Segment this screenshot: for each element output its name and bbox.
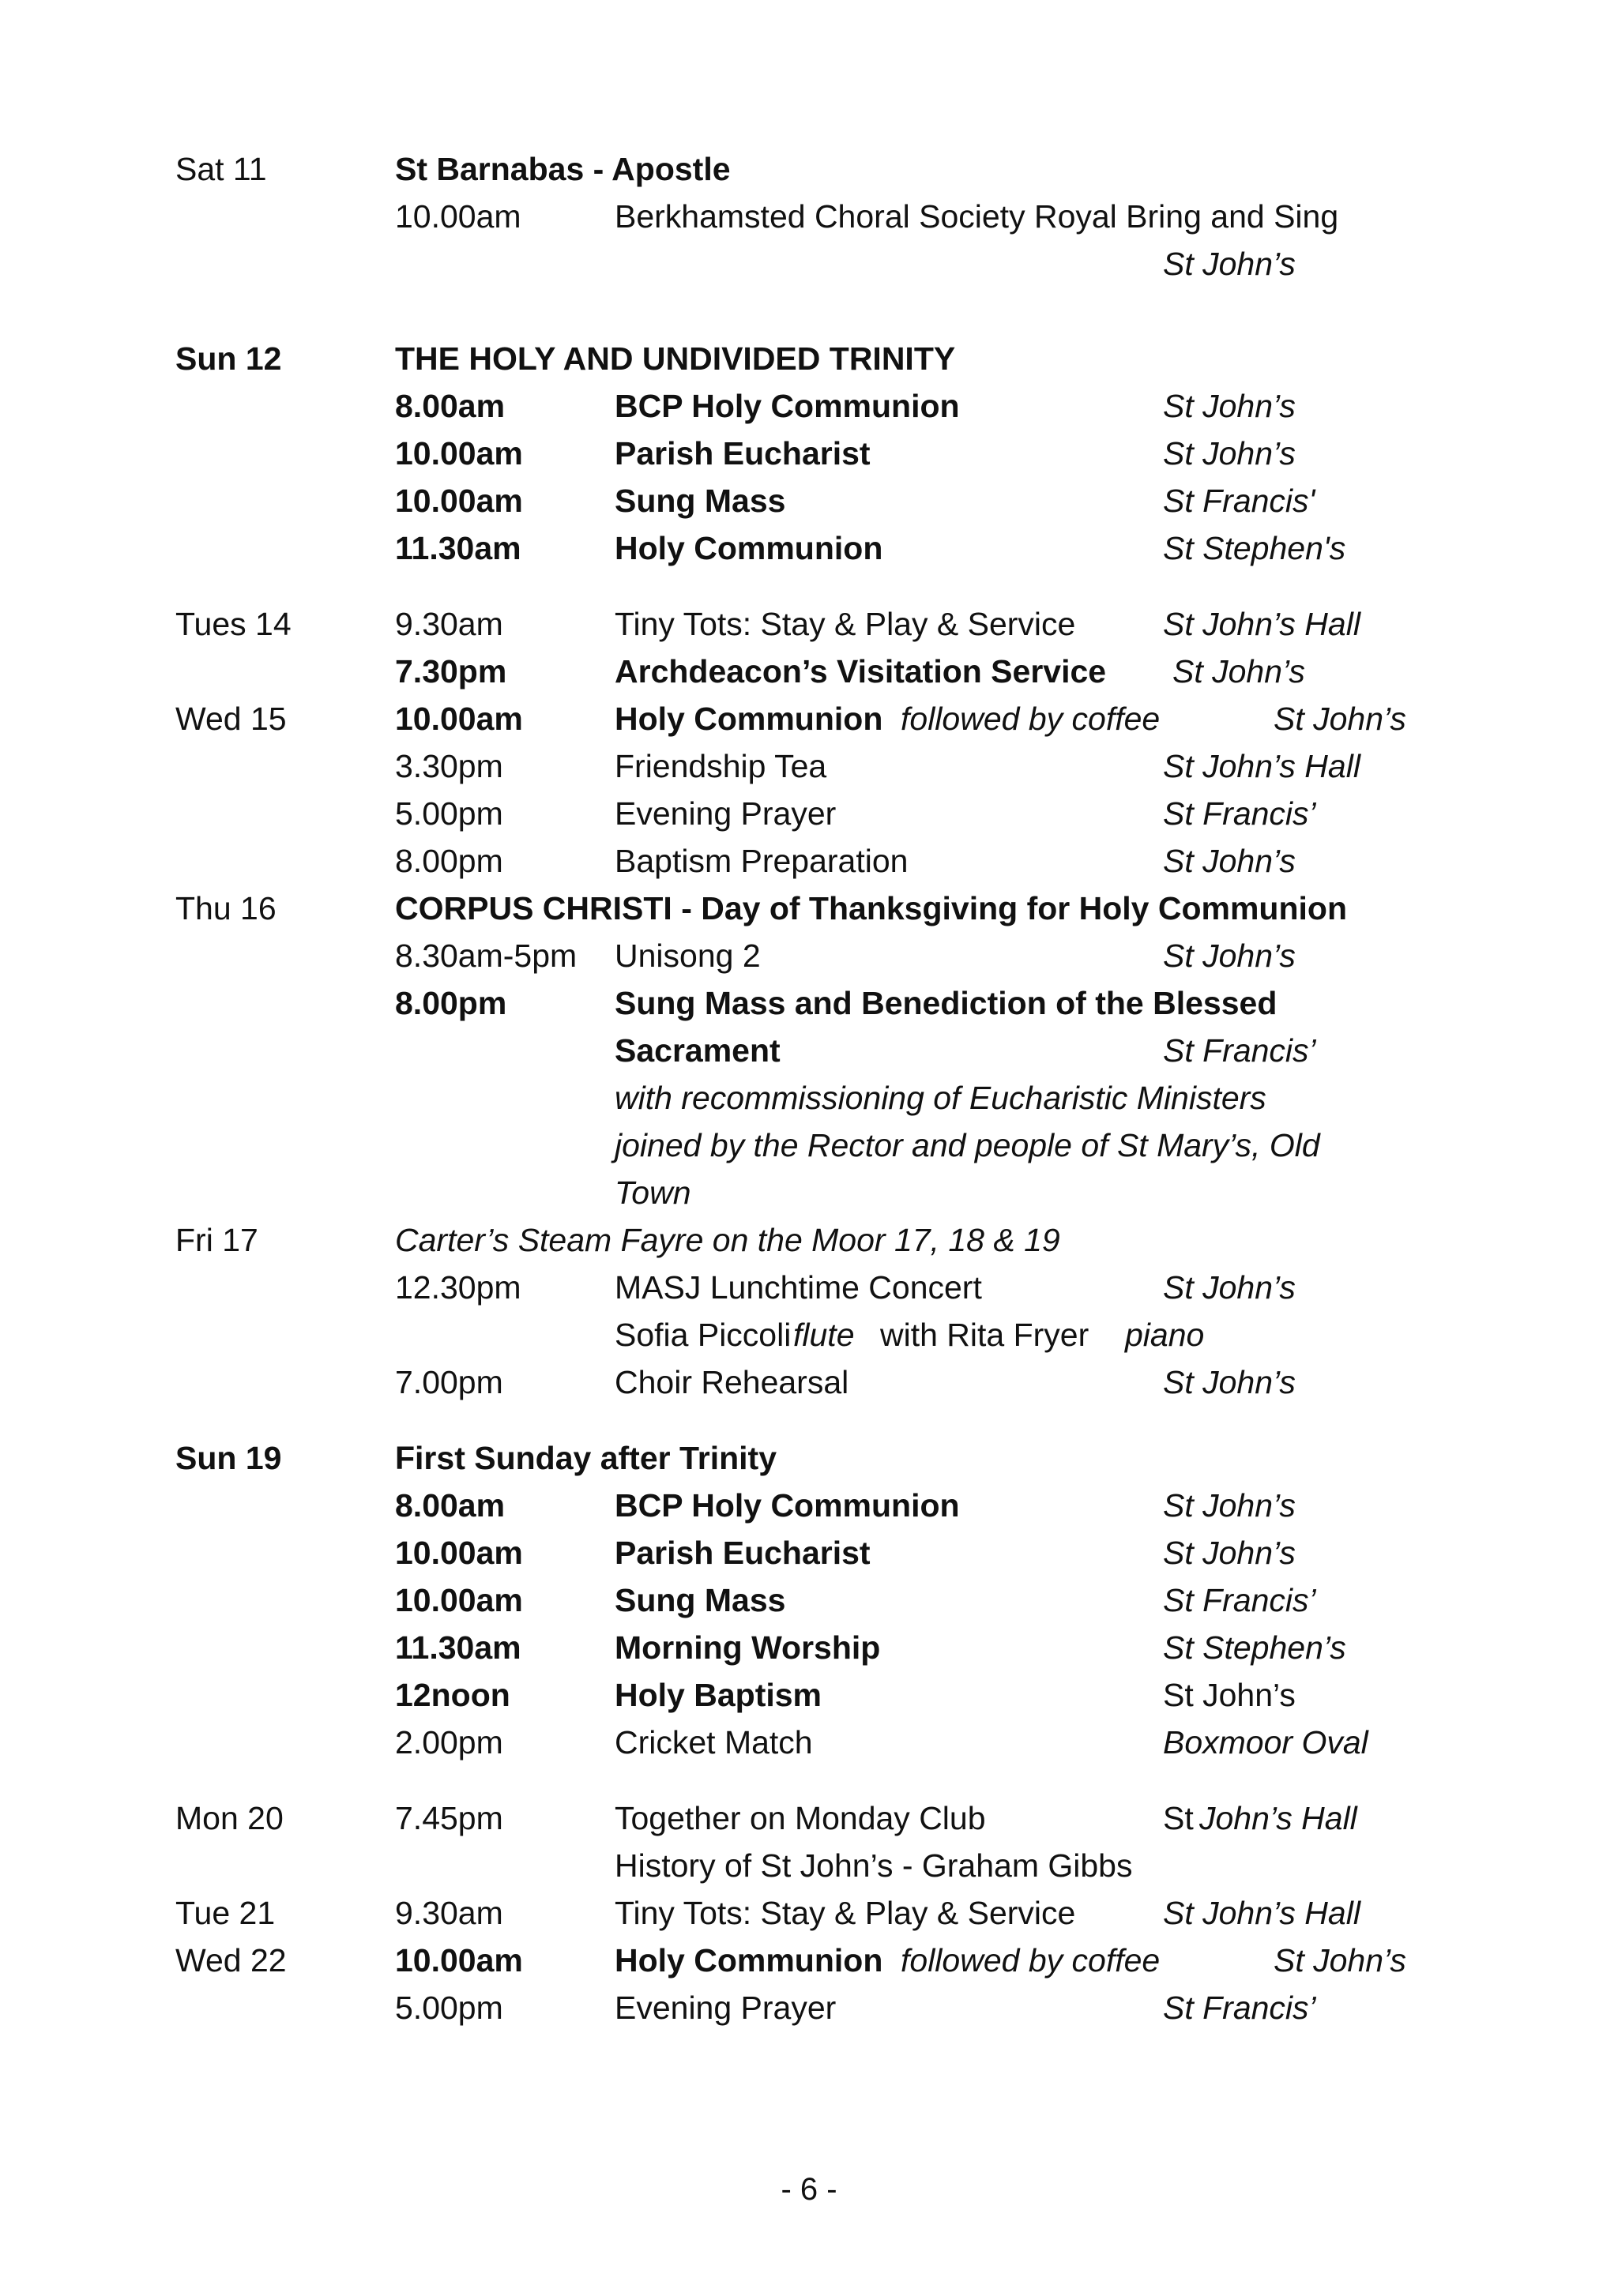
schedule-text: Berkhamsted Choral Society Royal Bring and Sing	[615, 198, 1339, 235]
schedule-text: Sung Mass	[615, 483, 786, 519]
schedule-text: First Sunday after Trinity	[395, 1440, 777, 1476]
schedule-text: Together on Monday Club	[615, 1800, 986, 1836]
schedule-text: BCP Holy Communion	[615, 388, 960, 424]
schedule-text: Tiny Tots: Stay & Play & Service	[615, 1895, 1076, 1931]
schedule-text: Fri 17	[175, 1222, 258, 1258]
schedule-text: BCP Holy Communion	[615, 1487, 960, 1524]
page-number: - 6 -	[781, 2172, 837, 2207]
schedule-text: 10.00am	[395, 1582, 523, 1618]
schedule-text: Holy Communion	[615, 530, 883, 566]
schedule-text: Baptism Preparation	[615, 843, 909, 879]
schedule-text: St John’s	[1163, 843, 1296, 879]
schedule-text: Tue 21	[175, 1895, 276, 1931]
schedule-text: St Francis’	[1163, 1032, 1316, 1069]
schedule-text: CORPUS CHRISTI - Day of Thanksgiving for Holy Communion	[395, 890, 1347, 926]
schedule-text: 10.00am	[395, 483, 523, 519]
schedule-text: followed by coffee	[901, 1942, 1161, 1978]
schedule-text: Carter’s Steam Fayre on the Moor 17, 18 & 19	[395, 1222, 1060, 1258]
schedule-text: Cricket Match	[615, 1724, 813, 1761]
schedule-text: Wed 22	[175, 1942, 287, 1978]
schedule-text: THE HOLY AND UNDIVIDED TRINITY	[395, 340, 956, 377]
schedule-text: St John’s	[1163, 435, 1296, 472]
schedule-text: with Rita Fryer	[880, 1317, 1089, 1353]
schedule-text: Tues 14	[175, 606, 292, 642]
schedule-text: 7.00pm	[395, 1364, 503, 1400]
schedule-text: 11.30am	[395, 530, 521, 566]
schedule-text: St Stephen’s	[1163, 1629, 1346, 1666]
schedule-text: 9.30am	[395, 606, 503, 642]
schedule-text: MASJ Lunchtime Concert	[615, 1269, 982, 1306]
schedule-text: John’s Hall	[1199, 1800, 1357, 1836]
schedule-text: 8.00am	[395, 1487, 506, 1524]
schedule-text: St Stephen's	[1163, 530, 1346, 566]
schedule-text: 2.00pm	[395, 1724, 503, 1761]
schedule-text: St Francis’	[1163, 1582, 1316, 1618]
schedule-text: St Francis’	[1163, 1990, 1316, 2026]
schedule-text: Holy Baptism	[615, 1677, 822, 1713]
schedule-text: St	[1163, 1800, 1194, 1836]
schedule-text: St John’s	[1172, 653, 1305, 690]
schedule-text: joined by the Rector and people of St Mary’s, Old	[615, 1127, 1320, 1163]
schedule-text: 10.00am	[395, 1535, 523, 1571]
schedule-text: Parish Eucharist	[615, 435, 871, 472]
schedule-text: Parish Eucharist	[615, 1535, 871, 1571]
schedule-text: 10.00am	[395, 701, 523, 737]
schedule-text: 5.00pm	[395, 795, 503, 832]
schedule-text: 8.00pm	[395, 843, 503, 879]
schedule-text: St John’s	[1274, 1942, 1406, 1978]
schedule-text: 3.30pm	[395, 748, 503, 784]
schedule-text: 7.45pm	[395, 1800, 503, 1836]
schedule-text: St John’s	[1163, 938, 1296, 974]
schedule-text: Sacrament	[615, 1032, 781, 1069]
schedule-text: Sofia Piccoli	[615, 1317, 792, 1353]
schedule-text: Sung Mass	[615, 1582, 786, 1618]
schedule-text: Choir Rehearsal	[615, 1364, 849, 1400]
schedule-text: St John’s Hall	[1163, 1895, 1360, 1931]
schedule-text: St John’s	[1163, 1677, 1296, 1713]
schedule-text: Archdeacon’s Visitation Service	[615, 653, 1107, 690]
schedule-text: piano	[1125, 1317, 1205, 1353]
schedule-text: 8.00pm	[395, 985, 507, 1021]
schedule-text: 7.30pm	[395, 653, 507, 690]
schedule-text: Holy Communion	[615, 1942, 883, 1978]
schedule-text: St Barnabas - Apostle	[395, 151, 731, 187]
schedule-text: 11.30am	[395, 1629, 521, 1666]
schedule-text: St John’s Hall	[1163, 606, 1360, 642]
schedule-text: St John’s	[1163, 1535, 1296, 1571]
schedule-text: Town	[615, 1174, 691, 1211]
schedule-text: with recommissioning of Eucharistic Ministers	[615, 1080, 1266, 1116]
schedule-text: 10.00am	[395, 435, 523, 472]
schedule-text: Sat 11	[175, 151, 267, 187]
schedule-text: followed by coffee	[901, 701, 1161, 737]
schedule-text: Sung Mass and Benediction of the Blessed	[615, 985, 1277, 1021]
schedule-text: St John’s Hall	[1163, 748, 1360, 784]
schedule-text: Friendship Tea	[615, 748, 827, 784]
schedule-text: 9.30am	[395, 1895, 503, 1931]
schedule-text: Morning Worship	[615, 1629, 881, 1666]
schedule-text: Thu 16	[175, 890, 277, 926]
schedule-text: Sun 12	[175, 340, 282, 377]
schedule-text: Tiny Tots: Stay & Play & Service	[615, 606, 1076, 642]
schedule-text: St John’s	[1274, 701, 1406, 737]
schedule-text: 12.30pm	[395, 1269, 521, 1306]
schedule-text: St John’s	[1163, 1269, 1296, 1306]
schedule-text: Evening Prayer	[615, 1990, 837, 2026]
schedule-text: Boxmoor Oval	[1163, 1724, 1368, 1761]
schedule-text: Evening Prayer	[615, 795, 837, 832]
schedule-text: Unisong 2	[615, 938, 761, 974]
schedule-text: flute	[793, 1317, 855, 1353]
schedule-text: Wed 15	[175, 701, 287, 737]
schedule-text: 10.00am	[395, 198, 521, 235]
schedule-text: Holy Communion	[615, 701, 883, 737]
schedule-text: St Francis’	[1163, 795, 1316, 832]
schedule-text: 8.30am-5pm	[395, 938, 578, 974]
schedule-text: St John’s	[1163, 388, 1296, 424]
schedule-text: St Francis'	[1163, 483, 1315, 519]
schedule-text: 5.00pm	[395, 1990, 503, 2026]
schedule-text: History of St John’s - Graham Gibbs	[615, 1847, 1133, 1884]
schedule-text: Sun 19	[175, 1440, 282, 1476]
schedule-text: 8.00am	[395, 388, 506, 424]
schedule-text: St John’s	[1163, 1364, 1296, 1400]
schedule-text: 12noon	[395, 1677, 510, 1713]
schedule-text: St John’s	[1163, 246, 1296, 282]
schedule-text: Mon 20	[175, 1800, 284, 1836]
schedule-text: St John’s	[1163, 1487, 1296, 1524]
schedule-text: 10.00am	[395, 1942, 523, 1978]
